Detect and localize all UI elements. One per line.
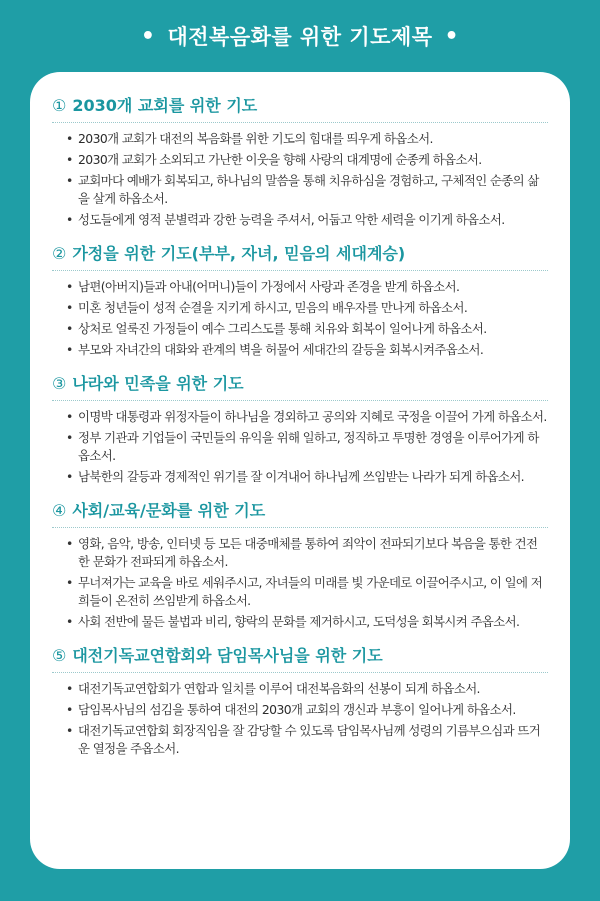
list-item: • 부모와 자녀간의 대화와 관계의 벽을 허물어 세대간의 갈등을 회복시켜주옵소서. [66, 341, 548, 359]
list-item: • 정부 기관과 기업들이 국민들의 유익을 위해 일하고, 정직하고 투명한 경영을 이루어가게 하옵소서. [66, 429, 548, 465]
section-heading: 가정을 위한 기도(부부, 자녀, 믿음의 세대계승) [72, 244, 406, 263]
prayer-list [52, 408, 548, 486]
page-title: 대전복음화를 위한 기도제목 [167, 25, 433, 49]
section-number: ③ [52, 374, 67, 393]
section-nation [52, 370, 548, 486]
page-header [0, 0, 600, 72]
prayer-list [52, 278, 548, 359]
list-item: • 성도들에게 영적 분별력과 강한 능력을 주셔서, 어둡고 악한 세력을 이기게 하옵소서. [66, 211, 548, 229]
section-title [52, 240, 548, 271]
header-bullet-right: • [444, 23, 460, 49]
section-heading: 2030개 교회를 위한 기도 [72, 96, 258, 115]
list-item: • 사회 전반에 물든 불법과 비리, 향락의 문화를 제거하시고, 도덕성을 회복시켜 주옵소서. [66, 613, 548, 631]
section-number: ② [52, 244, 67, 263]
section-heading: 나라와 민족을 위한 기도 [72, 374, 244, 393]
section-title [52, 642, 548, 673]
list-item: • 남편(아버지)들과 아내(어머니)들이 가정에서 사랑과 존경을 받게 하옵소서. [66, 278, 548, 296]
header-bullet-left: • [140, 23, 156, 49]
section-title [52, 92, 548, 123]
list-item: • 미혼 청년들이 성적 순결을 지키게 하시고, 믿음의 배우자를 만나게 하옵소서. [66, 299, 548, 317]
section-number: ④ [52, 501, 67, 520]
prayer-list [52, 680, 548, 758]
section-churches [52, 92, 548, 229]
section-family [52, 240, 548, 359]
section-association [52, 642, 548, 758]
list-item: • 이명박 대통령과 위정자들이 하나님을 경외하고 공의와 지혜로 국정을 이끌어 가게 하옵소서. [66, 408, 548, 426]
section-heading: 사회/교육/문화를 위한 기도 [72, 501, 266, 520]
list-item: • 2030개 교회가 소외되고 가난한 이웃을 향해 사랑의 대계명에 순종케 하옵소서. [66, 151, 548, 169]
list-item: • 영화, 음악, 방송, 인터넷 등 모든 대중매체를 통하여 죄악이 전파되기보다 복음을 통한 건전한 문화가 전파되게 하옵소서. [66, 535, 548, 571]
list-item: • 무너져가는 교육을 바로 세워주시고, 자녀들의 미래를 빛 가운데로 이끌어주시고, 이 일에 저희들이 온전히 쓰임받게 하옵소서. [66, 574, 548, 610]
list-item: • 대전기독교연합회 회장직임을 잘 감당할 수 있도록 담임목사님께 성령의 기름부으심과 뜨거운 열정을 주옵소서. [66, 722, 548, 758]
section-title [52, 497, 548, 528]
list-item: • 교회마다 예배가 회복되고, 하나님의 말씀을 통해 치유하심을 경험하고, 구체적인 순종의 삶을 살게 하옵소서. [66, 172, 548, 208]
list-item: • 남북한의 갈등과 경제적인 위기를 잘 이겨내어 하나님께 쓰임받는 나라가 되게 하옵소서. [66, 468, 548, 486]
section-society [52, 497, 548, 631]
prayer-list [52, 130, 548, 229]
section-number: ① [52, 96, 67, 115]
prayer-list [52, 535, 548, 631]
list-item: • 담임목사님의 섬김을 통하여 대전의 2030개 교회의 갱신과 부흥이 일어나게 하옵소서. [66, 701, 548, 719]
prayer-card [30, 72, 570, 869]
list-item: • 2030개 교회가 대전의 복음화를 위한 기도의 힘대를 띄우게 하옵소서. [66, 130, 548, 148]
section-heading: 대전기독교연합회와 담임목사님을 위한 기도 [72, 646, 383, 665]
section-number: ⑤ [52, 646, 67, 665]
list-item: • 대전기독교연합회가 연합과 일치를 이루어 대전복음화의 선봉이 되게 하옵소서. [66, 680, 548, 698]
section-title [52, 370, 548, 401]
list-item: • 상처로 얼룩진 가정들이 예수 그리스도를 통해 치유와 회복이 일어나게 하옵소서. [66, 320, 548, 338]
